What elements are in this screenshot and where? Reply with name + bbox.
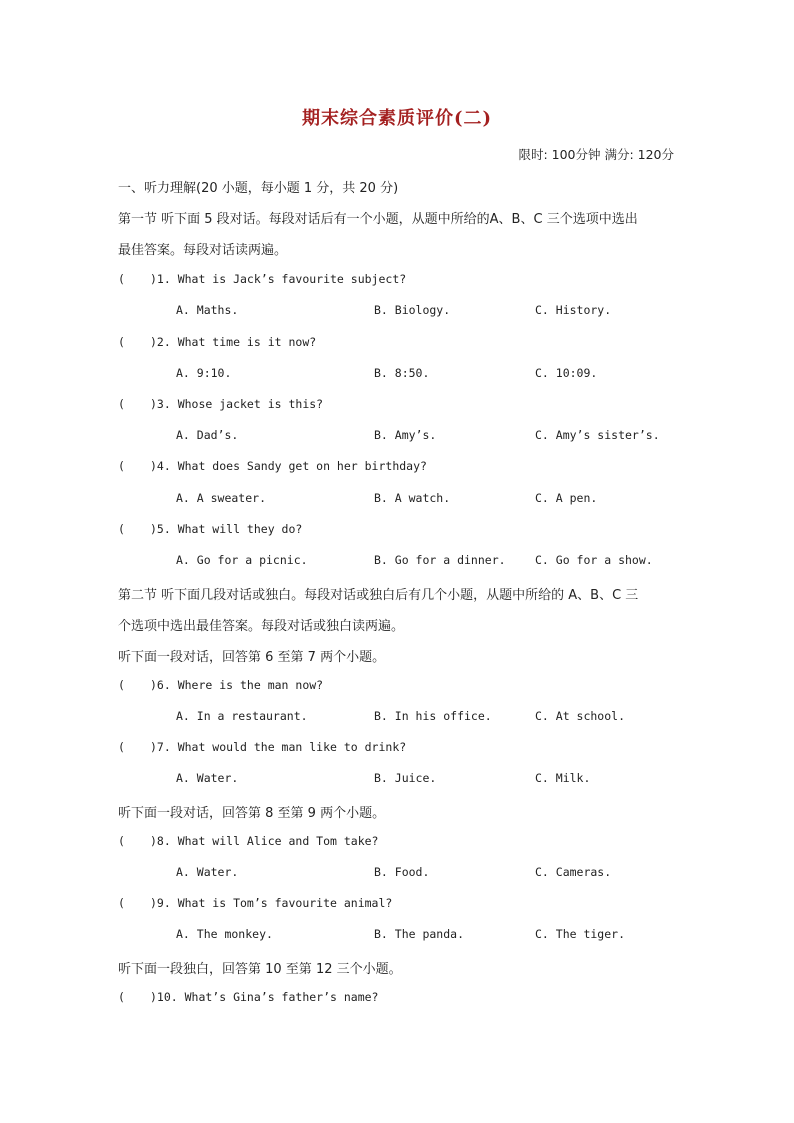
time-score-info: 限时: 100分钟 满分: 120分 — [518, 147, 674, 162]
question-text: )1. What is Jack’s favourite subject? — [150, 272, 407, 286]
option-b: B. The panda. — [374, 927, 465, 941]
section-heading: 一、听力理解(20 小题，每小题 1 分，共 20 分) — [118, 181, 399, 196]
answer-bracket: ( — [118, 834, 125, 848]
dialogue-instruction: 听下面一段对话，回答第 6 至第 7 两个小题。 — [118, 650, 386, 665]
question-10 — [118, 990, 378, 1004]
question-7 — [118, 740, 406, 754]
question-text: )10. What’s Gina’s father’s name? — [150, 990, 379, 1004]
answer-bracket: ( — [118, 459, 125, 473]
option-c: C. 10:09. — [535, 366, 598, 380]
option-a: A. Water. — [176, 771, 239, 785]
page-title: 期末综合素质评价(二) — [301, 108, 493, 129]
dialogue-instruction: 听下面一段对话，回答第 8 至第 9 两个小题。 — [118, 806, 386, 821]
option-b: B. 8:50. — [374, 366, 430, 380]
option-c: C. Cameras. — [535, 865, 612, 879]
question-text: )4. What does Sandy get on her birthday? — [150, 459, 427, 473]
option-c: C. At school. — [535, 709, 626, 723]
option-b: B. Food. — [374, 865, 430, 879]
part1-instruction-line1: 第一节 听下面 5 段对话。每段对话后有一个小题，从题中所给的A、B、C 三个选项中选出 — [118, 212, 638, 227]
question-4 — [118, 459, 427, 473]
answer-bracket: ( — [118, 740, 125, 754]
answer-bracket: ( — [118, 272, 125, 286]
option-c: C. Milk. — [535, 771, 591, 785]
answer-bracket: ( — [118, 335, 125, 349]
option-a: A. 9:10. — [176, 366, 232, 380]
option-a: A. A sweater. — [176, 491, 267, 505]
question-9 — [118, 896, 392, 910]
option-c: C. History. — [535, 303, 612, 317]
answer-bracket: ( — [118, 522, 125, 536]
option-a: A. Dad’s. — [176, 428, 239, 442]
option-b: B. Amy’s. — [374, 428, 437, 442]
part2-instruction-line1: 第二节 听下面几段对话或独白。每段对话或独白后有几个小题，从题中所给的 A、B、C 三 — [118, 588, 639, 603]
question-text: )8. What will Alice and Tom take? — [150, 834, 379, 848]
option-a: A. In a restaurant. — [176, 709, 308, 723]
option-a: A. Water. — [176, 865, 239, 879]
option-b: B. Go for a dinner. — [374, 553, 506, 567]
question-text: )7. What would the man like to drink? — [150, 740, 407, 754]
part2-instruction-line2: 个选项中选出最佳答案。每段对话或独白读两遍。 — [118, 619, 405, 634]
option-c: C. Amy’s sister’s. — [535, 428, 660, 442]
option-a: A. Go for a picnic. — [176, 553, 308, 567]
question-8 — [118, 834, 378, 848]
answer-bracket: ( — [118, 397, 125, 411]
option-b: B. In his office. — [374, 709, 492, 723]
option-a: A. Maths. — [176, 303, 239, 317]
question-text: )3. Whose jacket is this? — [150, 397, 324, 411]
option-b: B. Juice. — [374, 771, 437, 785]
question-5 — [118, 522, 302, 536]
monologue-instruction: 听下面一段独白，回答第 10 至第 12 三个小题。 — [118, 962, 402, 977]
question-1 — [118, 272, 406, 286]
answer-bracket: ( — [118, 678, 125, 692]
option-a: A. The monkey. — [176, 927, 273, 941]
option-b: B. A watch. — [374, 491, 451, 505]
question-text: )2. What time is it now? — [150, 335, 317, 349]
question-6 — [118, 678, 323, 692]
question-3 — [118, 397, 323, 411]
question-text: )6. Where is the man now? — [150, 678, 324, 692]
option-b: B. Biology. — [374, 303, 451, 317]
answer-bracket: ( — [118, 896, 125, 910]
part1-instruction-line2: 最佳答案。每段对话读两遍。 — [118, 243, 288, 258]
option-c: C. Go for a show. — [535, 553, 653, 567]
option-c: C. A pen. — [535, 491, 598, 505]
question-text: )9. What is Tom’s favourite animal? — [150, 896, 393, 910]
question-text: )5. What will they do? — [150, 522, 303, 536]
answer-bracket: ( — [118, 990, 125, 1004]
option-c: C. The tiger. — [535, 927, 626, 941]
question-2 — [118, 335, 316, 349]
